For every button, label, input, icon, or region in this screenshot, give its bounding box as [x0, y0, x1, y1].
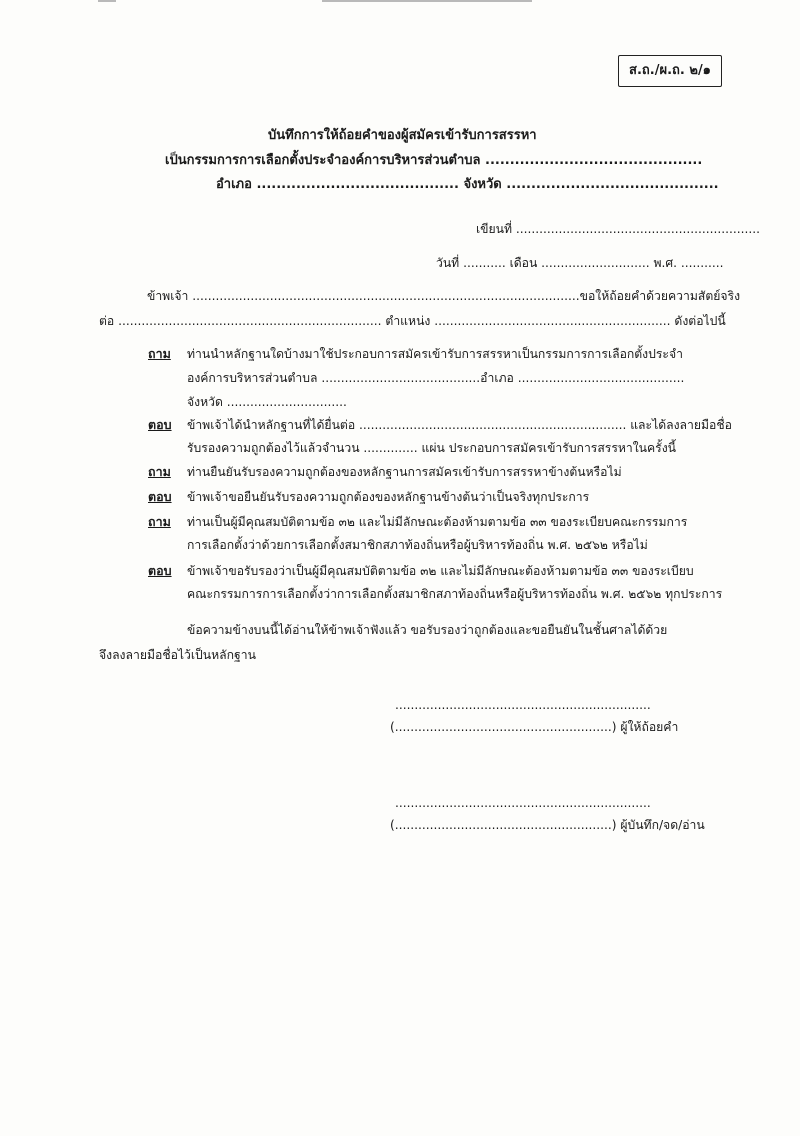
title-line-1: บันทึกการให้ถ้อยคำของผู้สมัครเข้ารับการสรรหา	[268, 128, 537, 143]
q1-line-1: ท่านนำหลักฐานใดบ้างมาใช้ประกอบการสมัครเข้ารับการสรรหาเป็นกรรมการการเลือกตั้งประจำ	[187, 347, 683, 361]
signature-line-1: ..................................................................	[395, 698, 651, 712]
signature-line-2: ..................................................................	[395, 796, 651, 810]
q1-line-2: องค์การบริหารส่วนตำบล .........................................อำเภอ ...........................................	[187, 371, 685, 385]
closing-line-1: ข้อความข้างบนนี้ได้อ่านให้ข้าพเจ้าฟังแล้ว ขอรับรองว่าถูกต้องและขอยืนยันในชั้นศาลได้ด้วย	[187, 623, 668, 637]
question-label: ถาม	[148, 346, 171, 361]
scan-edge-mark	[98, 0, 116, 2]
question-label: ถาม	[148, 464, 171, 479]
answer-label: ตอบ	[148, 417, 172, 432]
signatory-name-1: (........................................................) ผู้ให้ถ้อยคำ	[390, 720, 679, 734]
q1-line-3: จังหวัด ...............................	[187, 395, 347, 409]
question-label: ถาม	[148, 514, 171, 529]
a2-line-1: ข้าพเจ้าขอยืนยันรับรองความถูกต้องของหลักฐานข้างต้นว่าเป็นจริงทุกประการ	[187, 490, 590, 504]
a1-line-2: รับรองความถูกต้องไว้แล้วจำนวน .............. แผ่น ประกอบการสมัครเข้ารับการสรรหาในครั้งนี้	[187, 441, 676, 455]
q2-line-1: ท่านยืนยันรับรองความถูกต้องของหลักฐานการสมัครเข้ารับการสรรหาข้างต้นหรือไม่	[187, 465, 622, 479]
statement-line-2: ต่อ .................................................................... ตำแหน่ง ............................................................. ดังต่อไปนี้	[99, 314, 726, 328]
q3-line-1: ท่านเป็นผู้มีคุณสมบัติตามข้อ ๓๒ และไม่มีลักษณะต้องห้ามตามข้อ ๓๓ ของระเบียบคณะกรรมการ	[187, 515, 688, 529]
q3-line-2: การเลือกตั้งว่าด้วยการเลือกตั้งสมาชิกสภาท้องถิ่นหรือผู้บริหารท้องถิ่น พ.ศ. ๒๕๖๒ หรือไม่	[187, 538, 648, 552]
a1-line-1: ข้าพเจ้าได้นำหลักฐานที่ได้ยื่นต่อ ..................................................................... และได้ลงลายมือชื่อ	[187, 418, 732, 432]
a3-line-1: ข้าพเจ้าขอรับรองว่าเป็นผู้มีคุณสมบัติตามข้อ ๓๒ และไม่มีลักษณะต้องห้ามตามข้อ ๓๓ ของระเบียบ	[187, 564, 694, 578]
scan-edge-mark	[322, 0, 532, 2]
a3-line-2: คณะกรรมการการเลือกตั้งว่าการเลือกตั้งสมาชิกสภาท้องถิ่นหรือผู้บริหารท้องถิ่น พ.ศ. ๒๕๖๒ ทุกประการ	[187, 587, 723, 601]
answer-label: ตอบ	[148, 489, 172, 504]
answer-label: ตอบ	[148, 563, 172, 578]
date-line: วันที่ ........... เดือน ............................ พ.ศ. ...........	[436, 256, 724, 270]
statement-line-1: ข้าพเจ้า ....................................................................................................ขอให้ถ้อยคำด้วยความสัตย์จริง	[147, 289, 741, 303]
signatory-name-2: (........................................................) ผู้บันทึก/จด/อ่าน	[390, 818, 705, 832]
form-code-box: ส.ถ./ผ.ถ. ๒/๑	[618, 55, 722, 87]
closing-line-2: จึงลงลายมือชื่อไว้เป็นหลักฐาน	[99, 648, 256, 662]
written-at-line: เขียนที่ ...............................................................	[476, 222, 760, 236]
title-line-3: อำเภอ ......................................... จังหวัด ...........................................	[216, 177, 719, 192]
title-line-2: เป็นกรรมการการเลือกตั้งประจำองค์การบริหารส่วนตำบล ............................................	[165, 153, 703, 168]
